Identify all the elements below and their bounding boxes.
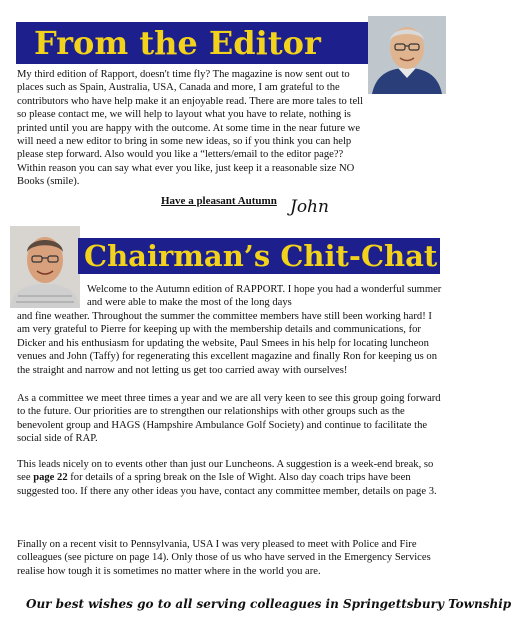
editor-sign-off: Have a pleasant Autumn: [161, 195, 277, 207]
chairman-paragraph-1-lead: Welcome to the Autumn edition of RAPPORT. I hope you had a wonderful summer and were able to make the most of the long days: [87, 284, 442, 309]
p3-text-a: This leads nicely on to events other than just our Luncheons. A suggestion is a week-end break, so see: [17, 459, 434, 484]
page-22-reference: page 22: [33, 472, 68, 484]
chairman-photo: [10, 226, 80, 308]
chairman-paragraph-3: [17, 458, 443, 498]
chairman-paragraph-2: As a committee we meet three times a year and we are all very keen to see this group going forward to the future. Our priorities are to strengthen our relationships with other groups such as the benevolent group and HAGS (Hampshire Ambulance Golf Society) and continue to facilitate the social side of RAP.: [17, 393, 441, 445]
chairman-heading: Chairman’s Chit-Chat: [78, 238, 440, 274]
p3-text-b: for details of a spring break on the Isle of Wight. Also day coach trips have been suggested too. If there any other ideas you have, contact any committee member, details on page 3.: [17, 472, 437, 497]
chairman-paragraph-4: Finally on a recent visit to Pennsylvania, USA I was very pleased to meet with Police and Fire colleagues (see picture on page 14). Only those of us who have served in the Emergency Services realise how tough it is sometimes no matter where in the world you are.: [17, 539, 431, 577]
editor-signature: John: [290, 197, 329, 217]
closing-message: Our best wishes go to all serving colleagues in Springettsbury Township: [26, 597, 511, 611]
editor-photo: [368, 16, 446, 94]
editor-heading: From the Editor: [16, 22, 382, 64]
chairman-paragraph-1: and fine weather. Throughout the summer the committee members have still been working hard! I am very grateful to Pierre for keeping up with the membership details and communications, for Dicker and his enthusiasm for updating the website, Paul Smees in his help for locating luncheon venues and John (Taffy) for regenerating this excellent magazine and finally Ron for keeping us on the straight and narrow and not letting us get too carried away with ourselves!: [17, 311, 438, 376]
editor-paragraph: My third edition of Rapport, doesn't time fly? The magazine is now sent out to places such as Spain, Australia, USA, Canada and more, I am grateful to the contributors who have help make it an enjoyable read. There are more tales to tell so please contact me, we will help to layout what you have to relate, nothing is printed until you are happy with the outcome. At some time in the near future we will need a new editor to bring in some new ideas, so if you think you can help please step forward. Also would you like a “letters/email to the editor page?? Within reason you can say what ever you like, just keep it a reasonable size NO Books (smile).: [17, 69, 364, 188]
